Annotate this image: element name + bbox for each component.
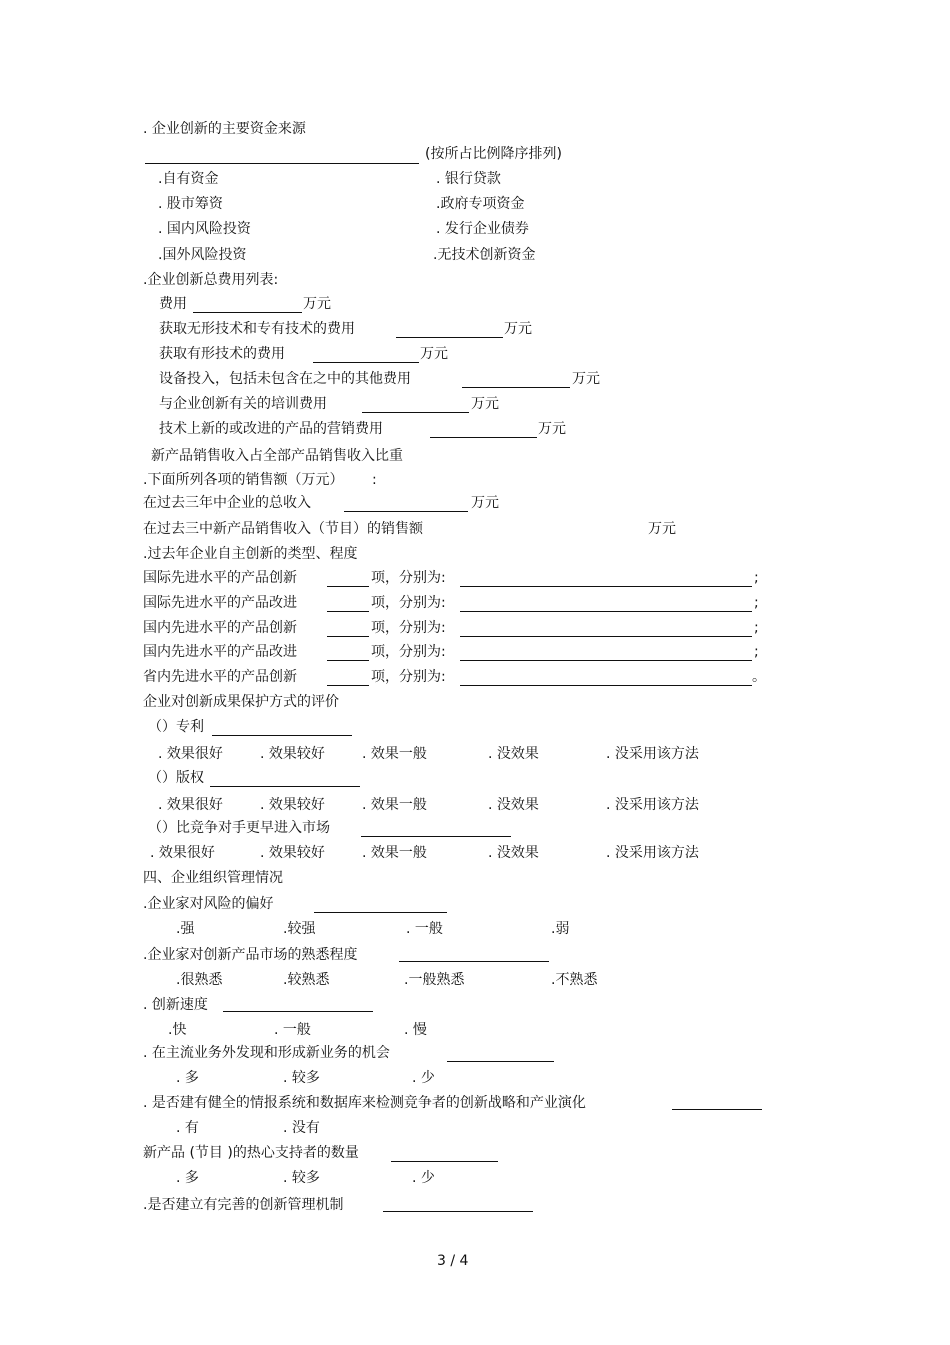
question-speed: . 创新速度 xyxy=(143,997,208,1013)
ratio-line: 新产品销售收入占全部产品销售收入比重 xyxy=(151,448,403,464)
sales-new-label: 在过去三中新产品销售收入（节目）的销售额 xyxy=(143,521,423,537)
cost-item-label: 与企业创新有关的培训费用 xyxy=(159,396,327,412)
count-suffix: 项，分别为: xyxy=(371,620,446,636)
answer-blank xyxy=(391,1161,498,1162)
cost-item-label: 费用 xyxy=(159,296,187,312)
detail-blank xyxy=(460,660,752,661)
sales-colon: : xyxy=(372,472,377,488)
funding-hint: (按所占比例降序排列) xyxy=(425,146,562,162)
protection-choice: . 效果很好 xyxy=(150,845,215,861)
innovation-row-label: 省内先进水平的产品创新 xyxy=(143,669,297,685)
count-blank xyxy=(327,636,369,637)
option: . 较多 xyxy=(283,1070,320,1086)
count-blank xyxy=(327,611,369,612)
protection-blank xyxy=(361,836,511,837)
cost-unit: 万元 xyxy=(572,371,600,387)
option: . 多 xyxy=(176,1070,199,1086)
protection-title: 企业对创新成果保护方式的评价 xyxy=(143,694,339,710)
protection-choice: . 效果很好 xyxy=(158,746,223,762)
protection-choice: . 没效果 xyxy=(488,797,539,813)
sales-total-blank xyxy=(344,511,468,512)
detail-blank xyxy=(460,636,752,637)
detail-blank xyxy=(460,685,752,686)
protection-choice: . 效果较好 xyxy=(260,845,325,861)
row-end: ; xyxy=(754,644,759,660)
answer-blank xyxy=(223,1011,373,1012)
cost-unit: 万元 xyxy=(504,321,532,337)
protection-method: （）比竞争对手更早进入市场 xyxy=(148,820,330,836)
funding-title: . 企业创新的主要资金来源 xyxy=(143,121,306,137)
option: .较强 xyxy=(283,921,316,937)
answer-blank xyxy=(314,912,447,913)
count-suffix: 项，分别为: xyxy=(371,669,446,685)
cost-unit: 万元 xyxy=(420,346,448,362)
funding-option: .政府专项资金 xyxy=(436,196,525,212)
answer-blank xyxy=(447,1061,554,1062)
funding-option: .自有资金 xyxy=(158,171,219,187)
cost-item-label: 设备投入，包括未包含在之中的其他费用 xyxy=(159,371,411,387)
option: .不熟悉 xyxy=(551,972,598,988)
protection-choice: . 效果较好 xyxy=(260,797,325,813)
funding-option: . 股市筹资 xyxy=(158,196,223,212)
row-end: ; xyxy=(754,620,759,636)
option: .快 xyxy=(168,1022,187,1038)
option: . 一般 xyxy=(274,1022,311,1038)
count-blank xyxy=(327,586,369,587)
protection-choice: . 没采用该方法 xyxy=(606,746,699,762)
answer-blank xyxy=(383,1211,533,1212)
protection-choice: . 没效果 xyxy=(488,845,539,861)
page-number: 3 / 4 xyxy=(437,1253,469,1269)
count-suffix: 项，分别为: xyxy=(371,570,446,586)
innovation-row-label: 国内先进水平的产品改进 xyxy=(143,644,297,660)
protection-blank xyxy=(212,735,352,736)
row-end: ; xyxy=(754,570,759,586)
detail-blank xyxy=(460,611,752,612)
count-suffix: 项，分别为: xyxy=(371,595,446,611)
option: .较熟悉 xyxy=(283,972,330,988)
cost-blank xyxy=(462,387,570,388)
answer-blank xyxy=(672,1109,762,1110)
count-blank xyxy=(327,660,369,661)
cost-unit: 万元 xyxy=(303,296,331,312)
question-opportunity: . 在主流业务外发现和形成新业务的机会 xyxy=(143,1045,390,1061)
sales-total-label: 在过去三年中企业的总收入 xyxy=(143,495,311,511)
sales-title: .下面所列各项的销售额（万元） xyxy=(143,472,344,488)
innovation-row-label: 国际先进水平的产品改进 xyxy=(143,595,297,611)
count-blank xyxy=(327,685,369,686)
innovation-row-label: 国内先进水平的产品创新 xyxy=(143,620,297,636)
protection-choice: . 效果很好 xyxy=(158,797,223,813)
innovation-row-label: 国际先进水平的产品创新 xyxy=(143,570,297,586)
cost-blank xyxy=(430,437,537,438)
option: . 没有 xyxy=(283,1120,320,1136)
cost-item-label: 获取有形技术的费用 xyxy=(159,346,285,362)
cost-blank xyxy=(313,362,419,363)
option: . 较多 xyxy=(283,1170,320,1186)
option: .弱 xyxy=(551,921,570,937)
question-champions: 新产品 (节目 )的热心支持者的数量 xyxy=(143,1145,359,1161)
cost-blank xyxy=(362,412,469,413)
option: . 有 xyxy=(176,1120,199,1136)
funding-option: . 发行企业债券 xyxy=(436,221,529,237)
row-end: 。 xyxy=(752,669,766,685)
option: .强 xyxy=(176,921,195,937)
cost-unit: 万元 xyxy=(538,421,566,437)
option: . 多 xyxy=(176,1170,199,1186)
funding-answer-line xyxy=(145,163,419,164)
protection-blank xyxy=(210,786,360,787)
cost-unit: 万元 xyxy=(471,396,499,412)
question-mechanism: .是否建立有完善的创新管理机制 xyxy=(143,1197,344,1213)
row-end: ; xyxy=(754,595,759,611)
option: . 少 xyxy=(412,1070,435,1086)
section-title: 四、企业组织管理情况 xyxy=(143,870,283,886)
cost-blank xyxy=(193,312,302,313)
protection-choice: . 效果一般 xyxy=(362,746,427,762)
protection-choice: . 效果一般 xyxy=(362,845,427,861)
cost-item-label: 获取无形技术和专有技术的费用 xyxy=(159,321,355,337)
funding-option: . 银行贷款 xyxy=(436,171,501,187)
protection-choice: . 没采用该方法 xyxy=(606,845,699,861)
option: .一般熟悉 xyxy=(404,972,465,988)
question-market: .企业家对创新产品市场的熟悉程度 xyxy=(143,947,358,963)
option: .很熟悉 xyxy=(176,972,223,988)
detail-blank xyxy=(460,586,752,587)
protection-method: （）专利 xyxy=(148,719,204,735)
funding-option: . 国内风险投资 xyxy=(158,221,251,237)
option: . 慢 xyxy=(404,1022,427,1038)
option: . 一般 xyxy=(406,921,443,937)
answer-blank xyxy=(399,961,549,962)
question-risk: .企业家对风险的偏好 xyxy=(143,896,274,912)
cost-blank xyxy=(396,337,503,338)
cost-item-label: 技术上新的或改进的产品的营销费用 xyxy=(159,421,383,437)
protection-choice: . 效果较好 xyxy=(260,746,325,762)
protection-method: （）版权 xyxy=(148,770,204,786)
funding-option: .无技术创新资金 xyxy=(433,247,536,263)
innovation-title: .过去年企业自主创新的类型、程度 xyxy=(143,546,358,562)
funding-option: .国外风险投资 xyxy=(158,247,247,263)
option: . 少 xyxy=(412,1170,435,1186)
question-intel: . 是否建有健全的情报系统和数据库来检测竞争者的创新战略和产业演化 xyxy=(143,1095,586,1111)
protection-choice: . 效果一般 xyxy=(362,797,427,813)
sales-unit: 万元 xyxy=(648,521,676,537)
protection-choice: . 没采用该方法 xyxy=(606,797,699,813)
costs-title: .企业创新总费用列表: xyxy=(143,272,279,288)
count-suffix: 项，分别为: xyxy=(371,644,446,660)
protection-choice: . 没效果 xyxy=(488,746,539,762)
sales-unit: 万元 xyxy=(471,495,499,511)
